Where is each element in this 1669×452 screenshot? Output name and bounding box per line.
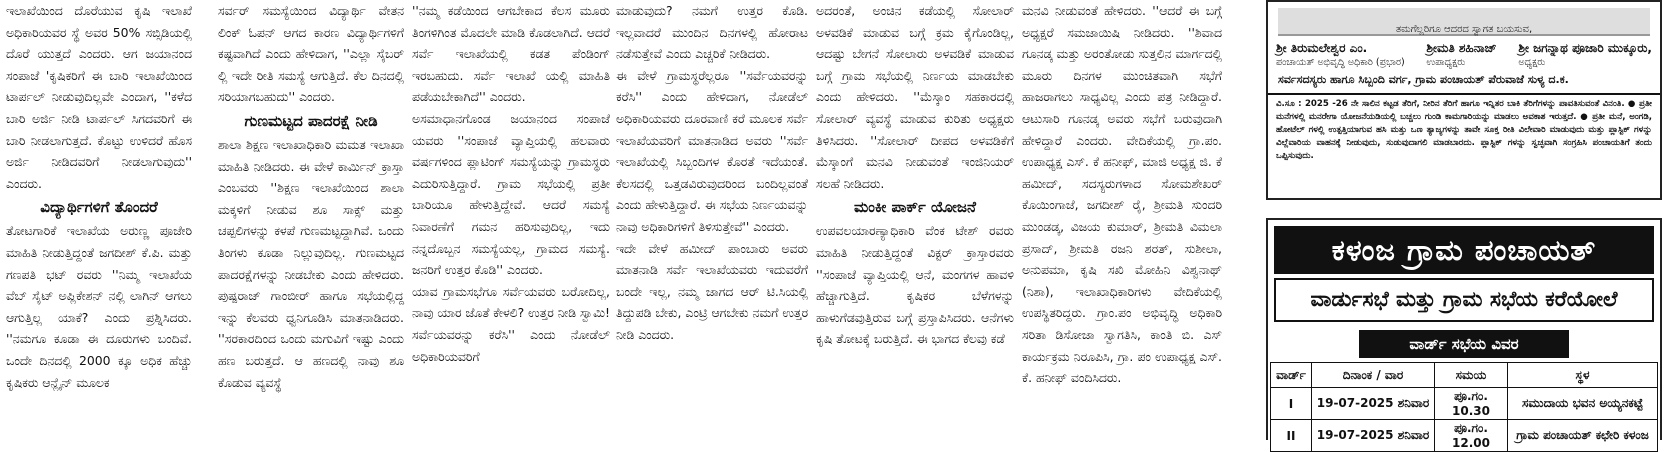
article-column-3 bbox=[412, 0, 610, 440]
article-column-6 bbox=[1022, 0, 1222, 440]
official-role: ಅಧ್ಯಕ್ಷರು bbox=[1518, 57, 1546, 68]
official-role: ಉಪಾಧ್ಯಕ್ಷರು bbox=[1426, 57, 1466, 68]
fine-print: ವಿ.ಸೂ : 2025 -26 ನೇ ಸಾಲಿನ ಕಟ್ಟಡ ತೆರಿಗೆ, ನೀರಿನ ತೆರಿಗೆ ಹಾಗೂ ಇನ್ನಿತರ ಬಾಕಿ ತೆರಿಗೆಗಳನ್ನು ಪಾವತಿಸುವಂತೆ ವಿನಂತಿ. ● ಪ್ರತೀ ಮನೆಗಳಲ್ಲಿ ಮನರೇಗಾ ಯೋಜನೆಯಡಿಯಲ್ಲಿ ಬಚ್ಚಲು ಗುಂಡಿ ಕಾಮಗಾರಿಯನ್ನು ಮಾಡಲು ಅವಕಾಶ ಇರುತ್ತದೆ. ● ಪ್ರತೀ ಮನೆ, ಅಂಗಡಿ, ಹೋಟೆಲ್ ಗಳಲ್ಲಿ ಉತ್ಪತ್ತಿಯಾಗುವ ಹಸಿ ಮತ್ತು ಒಣ ತ್ಯಾಜ್ಯಗಳನ್ನು ತಾವೇ ಸೂಕ್ತ ರೀತಿ ವಿಲೇವಾರಿ ಮಾಡುವುದು ಮತ್ತು ಪ್ಲಾಸ್ಟಿಕ್ ಗಳನ್ನು ವಿಲ್ಲೆವಾರಿಯ ವಾಹನಕ್ಕೆ ನೀಡುವುದು, ಸುಡುವುದಾಗಲಿ ಮಾಡಬಾರದು. ಪ್ಲಾಸ್ಟಿಕ್ ಗಳನ್ನು ಸ್ವಚ್ಛವಾಗಿ ಸಂಗ್ರಹಿಸಿ ಪಂಚಾಯತಿಗೆ ತಂದು ಒಪ್ಪಿಸುವುದು. bbox=[1276, 99, 1652, 161]
official-name: ಶ್ರೀ ಜಗನ್ನಾಥ ಪೂಜಾರಿ ಮುಕ್ಕೂರು, bbox=[1518, 41, 1652, 55]
col-ward: ವಾರ್ಡ್ bbox=[1271, 363, 1312, 388]
cell-place: ಗ್ರಾಮ ಪಂಚಾಯತ್ ಕಛೇರಿ ಕಳಂಜ bbox=[1508, 420, 1658, 452]
article-paragraph: ಅಸಮಾಧಾನಗೊಂಡ ಜಯಾನಂದ ಸಂಪಾಜೆ ಯವರು ''ಸಂಪಾಜೆ ವ್ಯಾಪ್ತಿಯಲ್ಲಿ ಹಲವಾರು ವರ್ಷಗಳಿಂದ ಪ್ಲಾಟಿಂಗ್ ಸಮಸ್ಯೆಯನ್ನು ಗ್ರಾಮಸ್ಥರು ಎದುರಿಸುತ್ತಿದ್ದಾರೆ. ಗ್ರಾಮ ಸಭೆಯಲ್ಲಿ ಪ್ರತೀ ಬಾರಿಯೂ ಹೇಳುತ್ತಿದ್ದೇವೆ. ಆದರೆ ಸಮಸ್ಯೆ ನಿವಾರಣೆಗೆ ಗಮನ ಹರಿಸುವುದಿಲ್ಲ, ಇದು ನನ್ನದೊಬ್ಬನ ಸಮಸ್ಯೆಯಲ್ಲ, ಗ್ರಾಮದ ಸಮಸ್ಯೆ. ಜನರಿಗೆ ಉತ್ತರ ಕೊಡಿ'' ಎಂದರು. bbox=[412, 110, 610, 278]
official-name: ಶ್ರೀಮತಿ ಶಹಿನಾಜ್ bbox=[1426, 41, 1497, 55]
article-paragraph: ತೋಟಗಾರಿಕೆ ಇಲಾಖೆಯ ಅರುಣ್ಣ ಪೂಜೇರಿ ಮಾಹಿತಿ ನೀಡುತ್ತಿದ್ದಂತೆ ಜಗದೀಶ್ ಕೆ.ಪಿ. ಮತ್ತು ಗಣಪತಿ ಭಟ್ ರವರು ''ನಿಮ್ಮ ಇಲಾಖೆಯ ವೆಬ್ ಸೈಟ್ ಅಪ್ಲಿಕೇಶನ್ ನಲ್ಲಿ ಲಾಗಿನ್ ಆಗಲು ಆಗುತ್ತಿಲ್ಲ ಯಾಕೆ? ಎಂದು ಪ್ರಶ್ನಿಸಿದರು. ''ನಮಗೂ ಕೂಡಾ ಈ ದೂರುಗಳು ಬಂದಿವೆ. ಒಂದೇ ದಿನದಲ್ಲಿ 2000 ಕ್ಕೂ ಅಧಿಕ ಹೆಚ್ಚು ಕೃಷಿಕರು ಆನ್ಲೈನ್ ಮೂಲಕ bbox=[6, 223, 192, 390]
cell-date: 19-07-2025 ಶನಿವಾರ bbox=[1312, 388, 1435, 420]
article-paragraph: ಈ ವೇಳೆ ಗ್ರಾಮಸ್ಥರೆಲ್ಲರೂ ''ಸರ್ವೆಯವರನ್ನು ಕರೆಸಿ'' ಎಂದು ಹೇಳಿದಾಗ, ನೋಡೆಲ್ ಅಧಿಕಾರಿಯವರು ದೂರವಾಣಿ ಕರೆ ಮೂಲಕ ಸರ್ವೆ ಇಲಾಖೆಯವರಿಗೆ ಮಾತನಾಡಿದ ಅವರು ''ಸರ್ವೆ ಇಲಾಖೆಯಲ್ಲಿ ಸಿಬ್ಬಂದಿಗಳ ಕೊರತೆ ಇದೆಯಂತೆ. ಕೆಲಸದಲ್ಲಿ ಒತ್ತಡವಿರುವುದರಿಂದ ಬಂದಿಲ್ಲವಂತೆ ಎಂದು ಹೇಳುತ್ತಿದ್ದಾರೆ. ಈ ಸಭೆಯ ನಿರ್ಣಯವನ್ನು ನಾವು ಅಧಿಕಾರಿಗಳಿಗೆ ತಿಳಿಸುತ್ತೇವೆ'' ಎಂದರು. bbox=[616, 67, 808, 234]
article-paragraph: ಮಾಡುವುದು? ನಮಗೆ ಉತ್ತರ ಕೊಡಿ. ಇಲ್ಲವಾದರೆ ಮುಂದಿನ ದಿನಗಳಲ್ಲಿ ಹೋರಾಟ ನಡೆಸುತ್ತೇವೆ ಎಂದು ಎಚ್ಚರಿಕೆ ನೀಡಿದರು. bbox=[616, 3, 808, 62]
article-column-4 bbox=[616, 0, 808, 440]
official-3 bbox=[1518, 40, 1652, 69]
ward-meeting-table bbox=[1270, 362, 1658, 452]
col-place: ಸ್ಥಳ bbox=[1508, 363, 1658, 388]
cell-date: 19-07-2025 ಶನಿವಾರ bbox=[1312, 420, 1435, 452]
table-heading: ವಾರ್ಡ್ ಸಭೆಯ ವಿವರ bbox=[1359, 330, 1569, 358]
article-column-5 bbox=[816, 0, 1014, 440]
article-paragraph: ''ನಮ್ಮ ಕಡೆಯಿಂದ ಆಗಬೇಕಾದ ಕೆಲಸ ಮೂರು ತಿಂಗಳಿಗಿಂತ ಮೊದಲೇ ಮಾಡಿ ಕೊಡಲಾಗಿದೆ. ಆದರೆ ಸರ್ವೆ ಇಲಾಖೆಯಲ್ಲಿ ಕಡತ ಪೆಂಡಿಂಗ್ ಇರಬಹುದು. ಸರ್ವೆ ಇಲಾಖೆ ಯಲ್ಲಿ ಮಾಹಿತಿ ಪಡೆಯಬೇಕಾಗಿದೆ'' ಎಂದರು. bbox=[412, 3, 610, 105]
article-paragraph: ಮನವಿ ನೀಡುವಂತೆ ಹೇಳಿದರು. ''ಆದರೆ ಈ ಬಗ್ಗೆ ಅಧ್ಯಕ್ಷರೆ ಸಮಜಾಯಿಷಿ ನೀಡಿದರು. ''ಶಿವಾದ ಗೂನಡ್ಕ ಮತ್ತು ಅರಂತೋಡು ಸುತ್ತಲಿನ ಮಾರ್ಗದಲ್ಲಿ ಮೂರು ದಿನಗಳ ಮುಂಚಿತವಾಗಿ ಸಭೆಗೆ ಹಾಜರಾಗಲು ಸಾಧ್ಯವಿಲ್ಲ ಎಂದು ಪತ್ರ ನೀಡಿದ್ದಾರೆ. ಆಟುಸಾರಿ ಗೂನಡ್ಕ ಅವರು ಸಭೆಗೆ ಬರುವುದಾಗಿ ಹೇಳಿದ್ದಾರೆ ಎಂದರು. ವೇದಿಕೆಯಲ್ಲಿ ಗ್ರಾ.ಪಂ. ಉಪಾಧ್ಯಕ್ಷ ಎಸ್. ಕೆ ಹನೀಫ್, ಮಾಜಿ ಅಧ್ಯಕ್ಷ ಜಿ. ಕೆ ಹಮೀದ್, ಸದಸ್ಯರುಗಳಾದ ಸೋಮಶೇಖರ್ ಕೊಯಿಂಗಾಜೆ, ಜಗದೀಶ್ ರೈ, ಶ್ರೀಮತಿ ಸುಂದರಿ ಮುಂಡಡ್ಕ, ವಿಜಯ ಕುಮಾರ್, ಶ್ರೀಮತಿ ವಿಮಲಾ ಪ್ರಸಾದ್, ಶ್ರೀಮತಿ ರಜನಿ ಶರತ್, ಸುಶೀಲಾ, ಅನುಪಮಾ, ಕೃಷಿ ಸಖಿ ಮೋಹಿನಿ ವಿಶ್ವನಾಥ್ (ನಿಶಾ), ಇಲಾಖಾಧಿಕಾರಿಗಳು ವೇದಿಕೆಯಲ್ಲಿ ಉಪಸ್ಥಿತರಿದ್ದರು. ಗ್ರಾಂ.ಪಂ ಅಭಿವೃದ್ಧಿ ಅಧಿಕಾರಿ ಸರಿತಾ ಡಿಸೋಜಾ ಸ್ವಾಗತಿಸಿ, ಕಾಂತಿ ಬಿ. ಎಸ್ ಕಾರ್ಯಕ್ರಮ ನಿರೂಪಿಸಿ, ಗ್ರಾ. ಪಂ ಉಪಾಧ್ಯಕ್ಷ ಎಸ್. ಕೆ. ಹನೀಫ್ ವಂದಿಸಿದರು. bbox=[1022, 3, 1222, 386]
official-2 bbox=[1426, 40, 1496, 69]
article-paragraph: ಅದರಂತೆ, ಅಂಚಿನ ಕಡೆಯಲ್ಲಿ ಸೋಲಾರ್ ಅಳವಡಿಕೆ ಮಾಡುವ ಬಗ್ಗೆ ಕ್ರಮ ಕೈಗೊಂಡಿಲ್ಲ, ಆದಷ್ಟು ಬೇಗನೆ ಸೋಲಾರು ಅಳವಡಿಕೆ ಮಾಡುವ ಬಗ್ಗೆ ಗ್ರಾಮ ಸಭೆಯಲ್ಲಿ ನಿರ್ಣಯ ಮಾಡಬೇಕು ಎಂದು ಹೇಳಿದರು. ''ಮೆಸ್ಕಾಂ ಸಹಕಾರದಲ್ಲಿ ಸೋಲಾರ್ ವ್ಯವಸ್ಥೆ ಮಾಡುವ ಕುರಿತು ಅಧ್ಯಕ್ಷರು ತಿಳಿಸಿದರು. ''ಸೋಲಾರ್ ದೀಪದ ಅಳವಡಿಕೆಗೆ ಮೆಸ್ಕಾಂಗೆ ಮನವಿ ನೀಡುವಂತೆ ಇಂಜಿನಿಯರ್ ಸಲಹೆ ನೀಡಿದರು. bbox=[816, 3, 1014, 191]
article-paragraph: ಇದೇ ವೇಳೆ ಹಮೀದ್ ಪಾಂಬಾರು ಅವರು ಮಾತನಾಡಿ ಸರ್ವೆ ಇಲಾಖೆಯವರು ಇದುವರೆಗೆ ಬಂದೇ ಇಲ್ಲ, ನಮ್ಮ ಜಾಗದ ಆರ್ ಟಿ.ಸಿಯಲ್ಲಿ ತಿದ್ದುಪಡಿ ಬೇಕು, ಎಂಟ್ರಿ ಆಗಬೇಕು ನಮಗೆ ಉತ್ತರ ನೀಡಿ ಎಂದರು. bbox=[616, 240, 808, 342]
col-date: ದಿನಾಂಕ / ವಾರ bbox=[1312, 363, 1435, 388]
advertisement-welcome-box bbox=[1266, 0, 1662, 200]
article-paragraph: ಸರ್ವರ್ ಸಮಸ್ಯೆಯಿಂದ ವಿದ್ಯಾರ್ಥಿ ವೇತನ ಲಿಂಕ್ ಓಪನ್ ಆಗದ ಕಾರಣ ವಿದ್ಯಾರ್ಥಿಗಳಿಗೆ ಕಷ್ಟವಾಗಿದೆ ಎಂದು ಹೇಳಿದಾಗ, ''ಎಲ್ಲಾ ಸೈಬರ್ ಲ್ಲಿ ಇದೇ ರೀತಿ ಸಮಸ್ಯೆ ಆಗುತ್ತಿದೆ. ಕೆಲ ದಿನದಲ್ಲಿ ಸರಿಯಾಗಬಹುದು'' ಎಂದರು. bbox=[218, 3, 404, 105]
article-paragraph: ಯಾವ ಗ್ರಾಮಸಭೆಗೂ ಸರ್ವೆಯವರು ಬರೋದಿಲ್ಲ, ನಾವು ಯಾರ ಜೊತೆ ಕೇಳಲಿ? ಉತ್ತರ ನೀಡಿ ಸ್ವಾಮಿ! ಸರ್ವೆಯವರನ್ನು ಕರೆಸಿ'' ಎಂದು ನೋಡೆಲ್ ಅಧಿಕಾರಿಯವರಿಗೆ bbox=[412, 283, 610, 364]
divider bbox=[1268, 93, 1660, 95]
section-heading: ಮಂಕೀ ಪಾರ್ಕ್ ಯೋಜನೆ bbox=[854, 198, 976, 217]
article-paragraph: ಉಪವಲಯಾರಣ್ಯಾಧಿಕಾರಿ ವೆಂಕ ಟೇಶ್ ರವರು ಮಾಹಿತಿ ನೀಡುತ್ತಿದ್ದಂತೆ ವಿಕ್ಟರ್ ಕ್ರಾಸ್ತಾರವರು ''ಸಂಪಾಜೆ ವ್ಯಾಪ್ತಿಯಲ್ಲಿ ಆನೆ, ಮಂಗಗಳ ಹಾವಳಿ ಹೆಚ್ಚಾಗುತ್ತಿದೆ. ಕೃಷಿಕರ ಬೆಳೆಗಳನ್ನು ಹಾಳುಗೆಡವುತ್ತಿರುವ ಬಗ್ಗೆ ಪ್ರಸ್ತಾಪಿಸಿದರು. ಆನೆಗಳು ಕೃಷಿ ತೋಟಕ್ಕೆ ಬರುತ್ತಿದೆ. ಈ ಭಾಗದ ಕೆಲವು ಕಡೆ bbox=[816, 223, 1014, 347]
cell-ward: II bbox=[1271, 420, 1312, 452]
panchayat-title: ಕಳಂಜ ಗ್ರಾಮ ಪಂಚಾಯತ್ bbox=[1274, 226, 1654, 274]
table-header-row bbox=[1271, 363, 1658, 388]
article-column-1 bbox=[6, 0, 192, 440]
official-1 bbox=[1276, 40, 1405, 69]
ad-banner: ತಮಗೆಲ್ಲರಿಗೂ ಆದರದ ಸ್ವಾಗತ ಬಯಸುವ, bbox=[1278, 8, 1650, 36]
cell-ward: I bbox=[1271, 388, 1312, 420]
article-paragraph: ಶಾಲಾ ಶಿಕ್ಷಣ ಇಲಾಖಾಧಿಕಾರಿ ಮಮತ ಇಲಾಖಾ ಮಾಹಿತಿ ನೀಡಿದರು. ಈ ವೇಳೆ ಕಾರ್ಮಿನ್ ಕ್ರಾಸ್ತಾ ಎಂಬವರು ''ಶಿಕ್ಷಣ ಇಲಾಖೆಯಿಂದ ಶಾಲಾ ಮಕ್ಕಳಿಗೆ ನೀಡುವ ಶೂ ಸಾಕ್ಸ್ ಮತ್ತು ಚಪ್ಪಲಿಗಳನ್ನು ಕಳಪೆ ಗುಣಮಟ್ಟದ್ದಾಗಿವೆ. ಒಂದು ತಿಂಗಳು ಕೂಡಾ ನಿಲ್ಲುವುದಿಲ್ಲ. ಗುಣಮಟ್ಟದ ಪಾದರಕ್ಷೆಗಳನ್ನು ನೀಡಬೇಕು ಎಂದು ಹೇಳಿದರು. ಪುಷ್ಪರಾಜ್ ಗಾಂಬೀರ್ ಹಾಗೂ ಸಭೆಯಲ್ಲಿದ್ದ ಇನ್ನು ಕೆಲವರು ಧ್ವನಿಗೂಡಿಸಿ ಮಾತನಾಡಿದರು. ''ಸರಕಾರದಿಂದ ಒಂದು ಮಗುವಿಗೆ ಇಷ್ಟು ಎಂದು ಹಣ ಬರುತ್ತದೆ. ಆ ಹಣದಲ್ಲಿ ನಾವು ಶೂ ಕೊಡುವ ವ್ಯವಸ್ಥೆ bbox=[218, 136, 404, 390]
col-time: ಸಮಯ bbox=[1435, 363, 1508, 388]
cell-time: ಪೂ.ಗಂ. 10.30 bbox=[1435, 388, 1508, 420]
section-heading: ಗುಣಮಟ್ಟದ ಪಾದರಕ್ಷೆ ನೀಡಿ bbox=[244, 111, 378, 130]
members-line: ಸರ್ವಸದಸ್ಯರು ಹಾಗೂ ಸಿಬ್ಬಂದಿ ವರ್ಗ, ಗ್ರಾಮ ಪಂಚಾಯತ್ ಪೆರುವಾಜೆ ಸುಳ್ಯ ದ.ಕ. bbox=[1278, 73, 1569, 86]
advertisement-gram-sabha bbox=[1266, 218, 1662, 450]
section-heading: ವಿದ್ಯಾರ್ಥಿಗಳಿಗೆ ತೊಂದರೆ bbox=[40, 198, 158, 217]
table-row bbox=[1271, 420, 1658, 452]
table-row bbox=[1271, 388, 1658, 420]
officials-row bbox=[1268, 36, 1660, 69]
official-name: ಶ್ರೀ ತಿರುಮಲೇಶ್ವರ ಎಂ. bbox=[1276, 41, 1368, 55]
meeting-subtitle: ವಾರ್ಡುಸಭೆ ಮತ್ತು ಗ್ರಾಮ ಸಭೆಯ ಕರೆಯೋಲೆ bbox=[1274, 278, 1654, 322]
article-paragraph: ಇಲಾಖೆಯಿಂದ ದೊರೆಯುವ ಕೃಷಿ ಇಲಾಖೆ ಅಧಿಕಾರಿಯವರ ಸ್ಥೆ ಅವರ 50% ಸಬ್ಸಿಡಿಯಲ್ಲಿ ದೊರೆ ಯುತ್ತದೆ ಎಂದರು. ಆಗ ಜಯಾನಂದ ಸಂಪಾಜೆ 'ಕೃಷಿಕರಿಗೆ ಈ ಬಾರಿ ಇಲಾಖೆಯಿಂದ ಟಾರ್ಪಲ್ ನೀಡುವುದಿಲ್ಲವೇ ಎಂದಾಗ, ''ಕಳೆದ ಬಾರಿ ಅರ್ಜಿ ನೀಡಿ ಟಾರ್ಪಲ್ ಸಿಗದವರಿಗೆ ಈ ಬಾರಿ ನೀಡಲಾಗುತ್ತದೆ. ಕೊಟ್ಟು ಉಳಿದರೆ ಹೊಸ ಅರ್ಜಿ ನೀಡಿದವರಿಗೆ ನೀಡಲಾಗುವುದು'' ಎಂದರು. bbox=[6, 3, 192, 191]
cell-place: ಸಮುದಾಯ ಭವನ ಅಯ್ಯನಕಟ್ಟೆ bbox=[1508, 388, 1658, 420]
official-role: ಪಂಚಾಯತ್ ಅಭಿವೃದ್ಧಿ ಅಧಿಕಾರಿ (ಪ್ರಭಾರ) bbox=[1276, 57, 1405, 68]
cell-time: ಪೂ.ಗಂ. 12.00 bbox=[1435, 420, 1508, 452]
article-column-2 bbox=[218, 0, 404, 440]
